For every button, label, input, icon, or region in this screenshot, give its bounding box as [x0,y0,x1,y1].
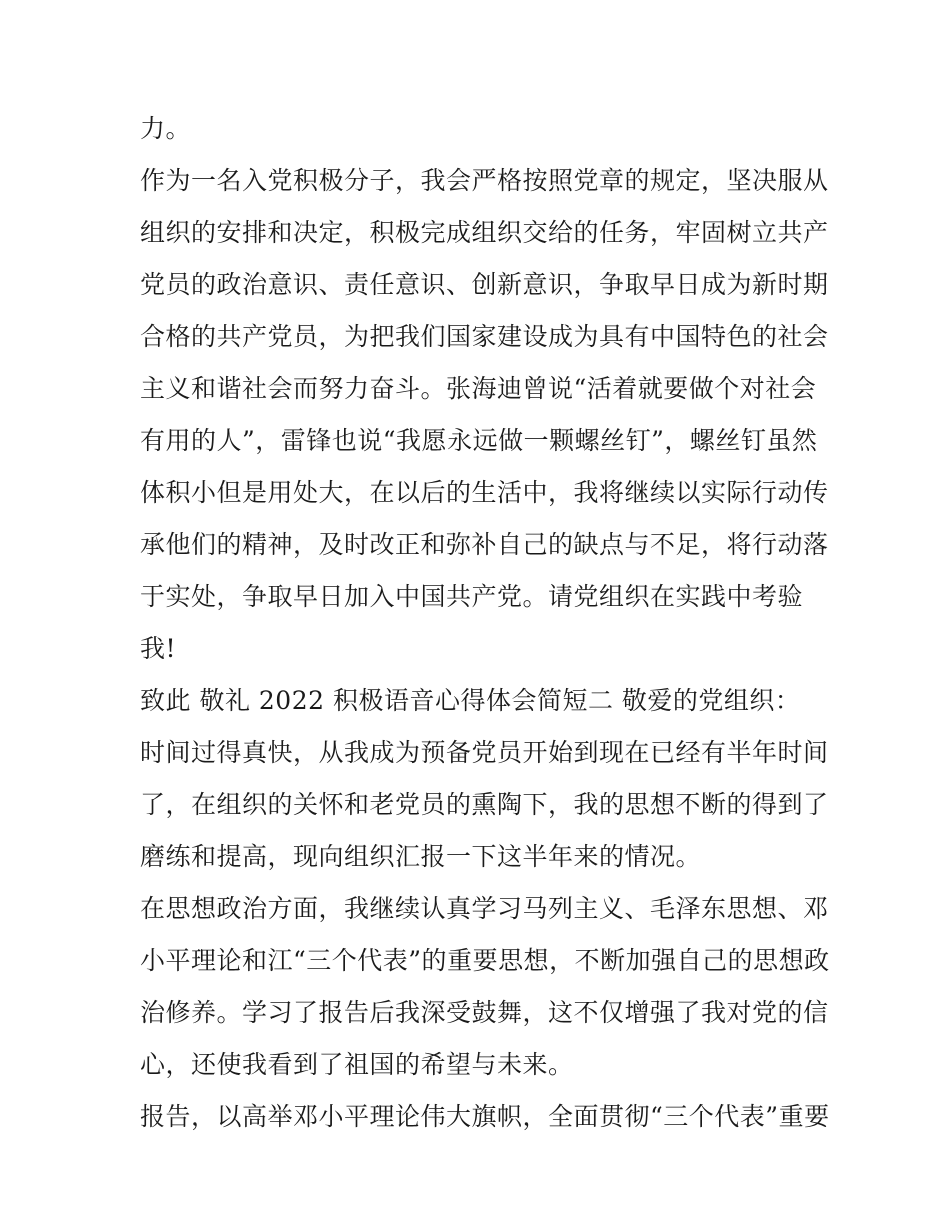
text-line: 合格的共产党员，为把我们国家建设成为具有中国特色的社会 [140,322,829,351]
text-line: 有用的人”，雷锋也说“我愿永远做一颗螺丝钉”，螺丝钉虽然 [140,426,818,455]
document-body [140,103,830,1143]
text-line: 体积小但是用处大，在以后的生活中，我将继续以实际行动传 [140,478,829,507]
text-line: 在思想政治方面，我继续认真学习马列主义、毛泽东思想、邓 [140,894,829,923]
text-line: 报告，以高举邓小平理论伟大旗帜，全面贯彻“三个代表”重要 [140,1102,830,1131]
text-line: 主义和谐社会而努力奋斗。张海迪曾说“活着就要做个对社会 [140,374,817,403]
text-line: 了，在组织的关怀和老党员的熏陶下，我的思想不断的得到了 [140,790,829,819]
text-line: 治修养。学习了报告后我深受鼓舞，这不仅增强了我对党的信 [140,998,829,1027]
text-line: 致此 敬礼 2022 积极语音心得体会简短二 敬爱的党组织： [140,686,801,715]
text-line: 磨练和提高，现向组织汇报一下这半年来的情况。 [140,842,702,871]
text-line: 时间过得真快，从我成为预备党员开始到现在已经有半年时间 [140,738,829,767]
text-line: 承他们的精神，及时改正和弥补自己的缺点与不足，将行动落 [140,530,829,559]
text-line: 小平理论和江“三个代表”的重要思想，不断加强自己的思想政 [140,946,830,975]
text-line: 力。 [140,114,192,143]
text-line: 作为一名入党积极分子，我会严格按照党章的规定，坚决服从 [140,166,829,195]
text-line: 于实处，争取早日加入中国共产党。请党组织在实践中考验 [140,582,804,611]
text-line: 组织的安排和决定，积极完成组织交给的任务，牢固树立共产 [140,218,829,247]
text-line: 我! [140,634,177,663]
text-line: 心，还使我看到了祖国的希望与未来。 [140,1050,574,1079]
text-line: 党员的政治意识、责任意识、创新意识，争取早日成为新时期 [140,270,829,299]
